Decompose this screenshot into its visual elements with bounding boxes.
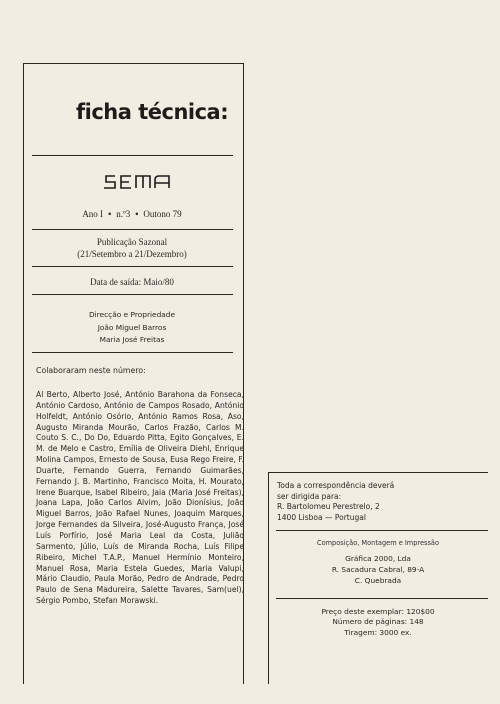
price: Preço deste exemplar: 120$00 bbox=[321, 607, 435, 616]
page-count: Número de páginas: 148 bbox=[332, 617, 424, 627]
direction-name: João Miguel Barros bbox=[97, 322, 167, 332]
correspondence-line: Toda a correspondência deverá bbox=[277, 481, 395, 490]
collaborators-heading: Colaboraram neste número: bbox=[36, 366, 146, 375]
divider-release bbox=[32, 294, 233, 295]
divider-publication bbox=[32, 266, 233, 267]
divider-issue bbox=[32, 229, 233, 230]
correspondence-city: 1400 Lisboa — Portugal bbox=[277, 512, 366, 522]
composition-company: Gráfica 2000, Lda bbox=[345, 554, 411, 563]
direction-block bbox=[32, 309, 232, 347]
issue-line bbox=[32, 209, 232, 219]
publication-period: (21/Setembro a 21/Dezembro) bbox=[77, 249, 187, 259]
issue-season: Outono 79 bbox=[143, 209, 182, 219]
composition-heading: Composição, Montagem e Impressão bbox=[316, 539, 439, 547]
sema-logo bbox=[103, 173, 173, 191]
divider-composition bbox=[276, 598, 488, 599]
correspondence-line: ser dirigida para: bbox=[277, 491, 342, 501]
composition-block bbox=[268, 553, 488, 587]
correspondence-address: R. Bartolomeu Perestrelo, 2 bbox=[277, 502, 380, 511]
divider-title bbox=[32, 155, 233, 156]
release-date: Data de saída: Maio/80 bbox=[90, 277, 174, 287]
publication-type: Publicação Sazonal bbox=[96, 237, 168, 247]
correspondence-block bbox=[277, 481, 487, 523]
collaborators-list: Al Berto, Alberto José, António Barahona da Fonseca, António Cardoso, António de Campos Rosado, António Holfeldt, António Osório, António Ramos Rosa, Aso, Augusto Miranda Mourão, Carlos Frazão, Carlos M. Couto S. C., Do Do, Eduardo Pitta, Egito Gonçalves, E. M. de Melo e Castro, Emília de Oliveira Diehl, Enrique Molina Campos, Ernesto de Sousa, Eusa Rego Freire, F. Duarte, Fernando Guerra, Fernando Guimarães, Fernando J. B. Martinho, Francisco Moita, H. Mourato, Irene Buarque, Isabel Ribeiro, Jaia (Maria José Freitas), Joana Lapa, João Carlos Alvim, João Dionísius, João Miguel Barros, João Rafael Nunes, Joaquim Marques, Jorge Fernandes da Silveira, José-Augusto França, José Luís Porfírio, José Maria Leal da Costa, Julião Sarmento, Júlio, Luís de Miranda Rocha, Luís Filipe Ribeiro, Michel T.A.P., Manuel Hermínio Monteiro, Manuel Rosa, Maria Estela Guedes, Maria Valupi, Mário Claudio, Paula Morão, Pedro de Andrade, Pedro Paulo de Sena Madureira, Salette Tavares, Sam(uel), Sérgio Pombo, Stefan Morawski. bbox=[36, 390, 244, 606]
composition-locality: C. Quebrada bbox=[354, 576, 402, 586]
left-box-left-border bbox=[23, 63, 24, 684]
issue-year: Ano I bbox=[82, 209, 104, 219]
print-run: Tiragem: 3000 ex. bbox=[344, 627, 412, 637]
direction-heading: Direcção e Propriedade bbox=[88, 310, 176, 319]
right-box-top-border bbox=[268, 472, 488, 473]
divider-correspondence bbox=[276, 530, 488, 531]
left-box-top-border bbox=[23, 63, 244, 64]
composition-address: R. Sacadura Cabral, 89-A bbox=[331, 565, 425, 575]
divider-direction bbox=[32, 352, 233, 353]
bullet: • bbox=[135, 209, 139, 219]
direction-name: Maria José Freitas bbox=[99, 335, 165, 345]
bullet: • bbox=[108, 209, 112, 219]
page-title: ficha técnica: bbox=[76, 100, 229, 124]
pricing-block bbox=[268, 607, 488, 638]
issue-number: n.º3 bbox=[116, 209, 131, 219]
publication-block bbox=[32, 236, 232, 260]
